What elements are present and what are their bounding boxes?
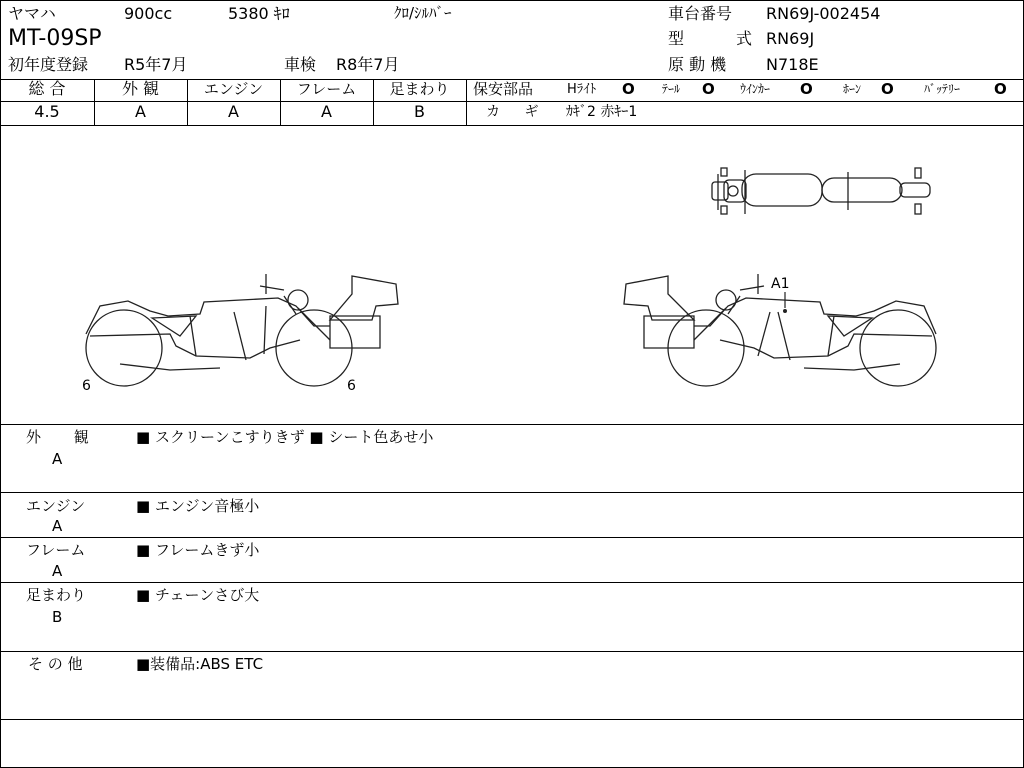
note-frame-text: ■ フレームきず小 [136,541,260,559]
note-other-label: そ の 他 [28,655,83,673]
safety-tail-mark: O [702,80,715,98]
grade-divider-5 [466,79,467,125]
note-engine-text: ■ エンジン音極小 [136,497,260,515]
motorcycle-top-view [712,168,930,214]
note-suspension-grade: B [52,608,63,626]
notes-bottom-line [0,719,1023,720]
note-engine-grade: A [52,517,63,535]
note-engine-label: エンジン [26,497,86,515]
grade-label-overall: 総 合 [28,79,66,98]
frame-no-label: 車台番号 [668,4,733,23]
safety-mid-line [466,101,1023,102]
left-rear-mark: 6 [347,378,356,394]
grade-label-frame: フレーム [296,80,357,98]
safety-winker-mark: O [800,80,813,98]
safety-label: 保安部品 [473,80,534,98]
left-front-mark: 6 [82,378,91,394]
safety-headlight-label: Hﾗｲﾄ [567,82,597,97]
type-label-1: 型 [668,29,685,48]
note-other-text: ■装備品:ABS ETC [136,655,264,673]
type-label-2: 式 [736,29,753,48]
maker: ヤマハ [8,4,56,23]
note-exterior-label: 外 観 [26,428,103,446]
grade-value-exterior: A [135,102,146,121]
note-suspension-label: 足まわり [26,586,87,604]
notes-top-line [0,424,1023,425]
grade-label-engine: エンジン [203,80,264,98]
motorcycle-diagram [0,126,1023,424]
mileage: 5380 ｷﾛ [228,4,290,23]
inspection-value: R8年7月 [336,55,400,74]
notes-line-1 [0,492,1023,493]
safety-tail-label: ﾃｰﾙ [662,82,681,96]
note-frame-grade: A [52,562,63,580]
notes-line-2 [0,537,1023,538]
damage-mark-a1: A1 [771,276,790,292]
registration-label: 初年度登録 [8,55,89,74]
note-exterior-text: ■ スクリーンこすりきず ■ シート色あせ小 [136,428,434,446]
registration-value: R5年7月 [124,55,188,74]
key-label: カ ギ [486,104,549,120]
motorcycle-left-view [86,274,398,386]
grade-value-frame: A [321,102,332,121]
notes-line-3 [0,582,1023,583]
model-name: MT-09SP [8,26,102,51]
safety-headlight-mark: O [622,80,635,98]
safety-winker-label: ｳｲﾝｶｰ [740,82,771,96]
grade-label-exterior: 外 観 [121,79,160,98]
safety-horn-label: ﾎｰﾝ [843,82,862,96]
note-exterior-grade: A [52,450,63,468]
grade-value-overall: 4.5 [34,102,60,121]
grade-value-engine: A [228,102,239,121]
grade-value-suspension: B [414,102,425,121]
type-value: RN69J [766,29,815,48]
safety-battery-label: ﾊﾞｯﾃﾘｰ [924,82,961,96]
note-suspension-text: ■ チェーンさび大 [136,586,260,604]
engine-value: N718E [766,55,819,74]
color: ｸﾛ/ｼﾙﾊﾞｰ [394,4,452,22]
engine-label: 原 動 機 [668,55,727,74]
displacement: 900cc [124,4,173,23]
frame-no-value: RN69J-002454 [766,4,881,23]
key-value: ｶｷﾞ2 赤ｷｰ1 [566,104,638,120]
safety-horn-mark: O [881,80,894,98]
safety-battery-mark: O [994,80,1007,98]
grade-label-suspension: 足まわり [389,80,450,98]
notes-line-4 [0,651,1023,652]
inspection-label: 車検 [284,55,317,74]
note-frame-label: フレーム [26,541,86,559]
